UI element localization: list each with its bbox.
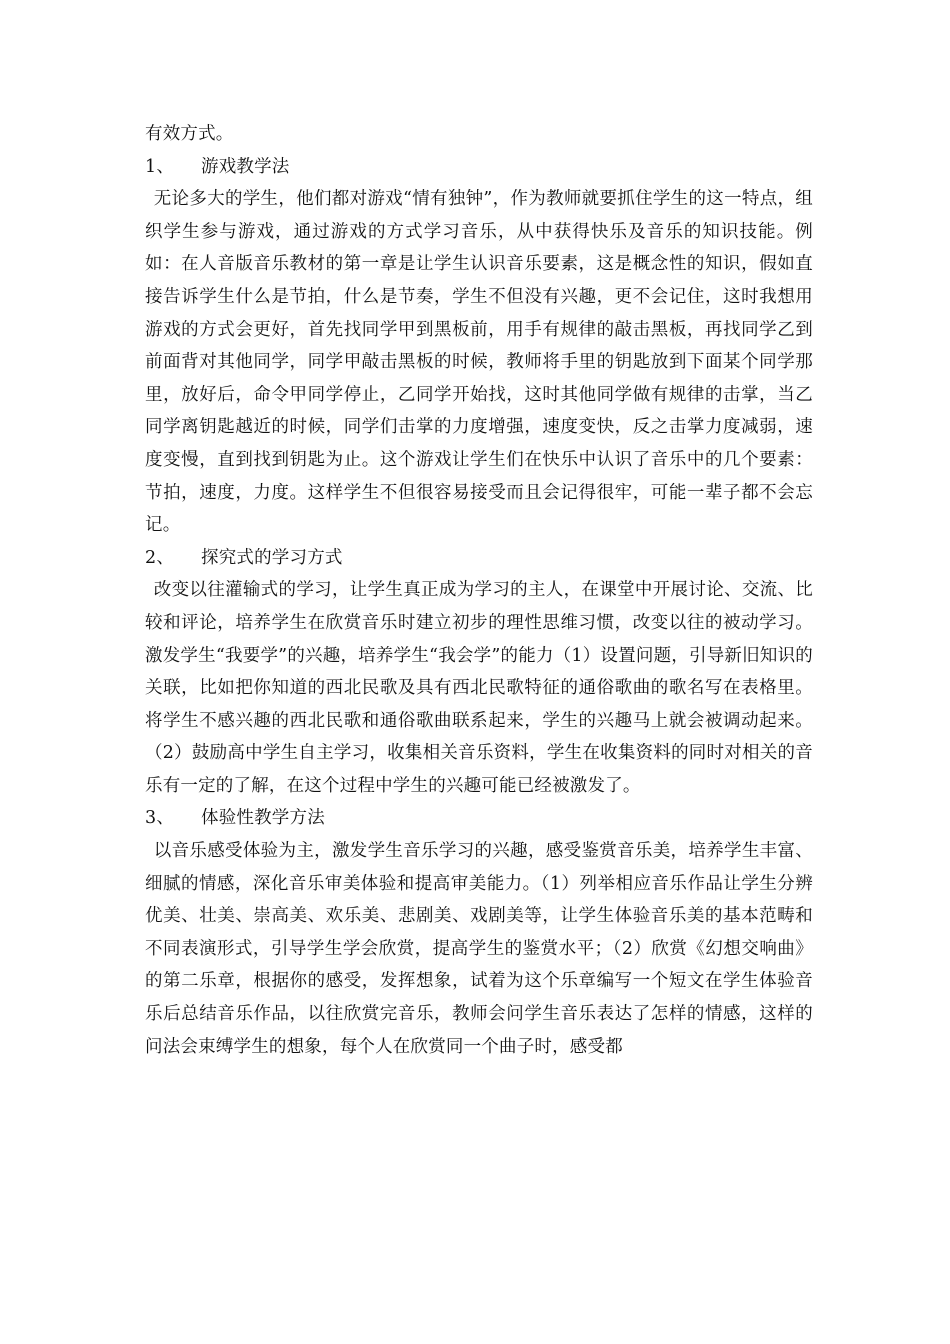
section-body-2: 改变以往灌输式的学习，让学生真正成为学习的主人，在课堂中开展讨论、交流、比较和评论，培养学生在欣赏音乐时建立初步的理性思维习惯，改变以往的被动学习。激发学生“我要学”的兴趣，培养学生“我会学”的能力（1）设置问题，引导新旧知识的关联，比如把你知道的西北民歌及具有西北民歌特征的通俗歌曲的歌名写在表格里。将学生不感兴趣的西北民歌和通俗歌曲联系起来，学生的兴趣马上就会被调动起来。（2）鼓励高中学生自主学习，收集相关音乐资料，学生在收集资料的同时对相关的音乐有一定的了解，在这个过程中学生的兴趣可能已经被激发了。 xyxy=(145,580,813,796)
section-heading-2 xyxy=(145,542,813,575)
document-body xyxy=(145,118,813,1063)
section-title: 体验性教学方法 xyxy=(201,808,325,829)
section-heading-1 xyxy=(145,151,813,184)
section-title: 游戏教学法 xyxy=(201,156,290,177)
section-body-3: 以音乐感受体验为主，激发学生音乐学习的兴趣，感受鉴赏音乐美，培养学生丰富、细腻的情感，深化音乐审美体验和提高审美能力。（1）列举相应音乐作品让学生分辨优美、壮美、崇高美、欢乐美、悲剧美、戏剧美等，让学生体验音乐美的基本范畴和不同表演形式，引导学生学会欣赏，提高学生的鉴赏水平；（2）欣赏《幻想交响曲》的第二乐章，根据你的感受，发挥想象，试着为这个乐章编写一个短文在学生体验音乐后总结音乐作品，以往欣赏完音乐，教师会问学生音乐表达了怎样的情感，这样的问法会束缚学生的想象，每个人在欣赏同一个曲子时，感受都 xyxy=(145,841,813,1057)
section-heading-3 xyxy=(145,802,813,835)
opening-line: 有效方式。 xyxy=(145,124,234,144)
section-title: 探究式的学习方式 xyxy=(201,547,343,568)
section-body-1: 无论多大的学生，他们都对游戏“情有独钟”，作为教师就要抓住学生的这一特点，组织学生参与游戏，通过游戏的方式学习音乐，从中获得快乐及音乐的知识技能。例如：在人音版音乐教材的第一章是让学生认识音乐要素，这是概念性的知识，假如直接告诉学生什么是节拍，什么是节奏，学生不但没有兴趣，更不会记住，这时我想用游戏的方式会更好，首先找同学甲到黑板前，用手有规律的敲击黑板，再找同学乙到前面背对其他同学，同学甲敲击黑板的时候，教师将手里的钥匙放到下面某个同学那里，放好后，命令甲同学停止，乙同学开始找，这时其他同学做有规律的击掌，当乙同学离钥匙越近的时候，同学们击掌的力度增强，速度变快，反之击掌力度减弱，速度变慢，直到找到钥匙为止。这个游戏让学生们在快乐中认识了音乐中的几个要素：节拍，速度，力度。这样学生不但很容易接受而且会记得很牢，可能一辈子都不会忘记。 xyxy=(145,189,813,536)
section-number: 1、 xyxy=(145,156,175,177)
section-number: 3、 xyxy=(145,808,175,829)
section-number: 2、 xyxy=(145,547,175,568)
